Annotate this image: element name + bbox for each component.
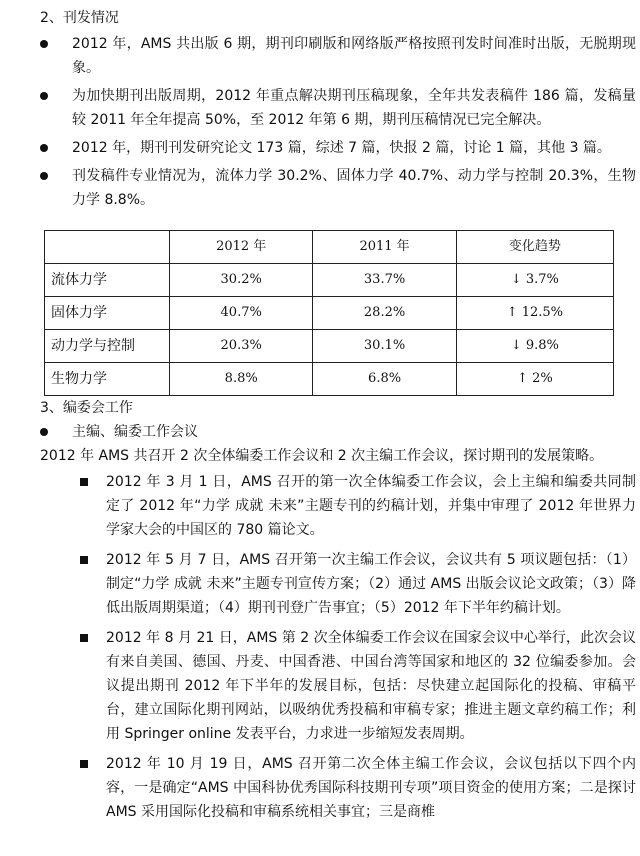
table-header-cell: 变化趋势 [456,231,613,264]
bullet-text: 刊发稿件专业情况为，流体力学 30.2%、固体力学 40.7%、动力学与控制 20.3%，生物力学 8.8%。 [72,168,636,208]
bullet-text: 2012 年，期刊刊发研究论文 173 篇，综述 7 篇，快报 2 篇，讨论 1 篇，其他 3 篇。 [72,140,611,156]
list-item [40,84,636,132]
bullet-dot-icon [40,144,48,152]
table-cell: ↑ 12.5% [456,297,613,330]
list-item [40,164,636,212]
table-cell: 28.2% [313,297,456,330]
table-header-row [45,231,614,264]
subheading-text: 主编、编委工作会议 [72,424,198,440]
table-cell-label: 流体力学 [45,264,170,297]
table-header-cell: 2012 年 [170,231,313,264]
section-2-heading: 2、刊发情况 [40,10,119,26]
list-item [40,136,636,160]
bullet-dot-icon [40,172,48,180]
square-bullet-icon [80,760,88,768]
bullet-dot-icon [40,40,48,48]
table-cell: 30.2% [170,264,313,297]
table-cell: ↑ 2% [456,363,613,396]
bullet-text: 2012 年，AMS 共出版 6 期，期刊印刷版和网络版严格按照刊发时间准时出版，无脱期现象。 [72,36,636,76]
table-cell: 40.7% [170,297,313,330]
table-row [45,297,614,330]
square-bullet-icon [80,556,88,564]
meeting-bullets [40,420,636,444]
table-cell: 6.8% [313,363,456,396]
item-text: 2012 年 8 月 21 日，AMS 第 2 次全体编委工作会议在国家会议中心举行，此次会议有来自美国、德国、丹麦、中国香港、中国台湾等国家和地区的 32 位编委参加。会议提出期刊 2012 年下半年的发展目标，包括：尽快建立起国际化的投稿、审稿平台，建立国际化期刊网站，以吸纳优秀投稿和审稿专家；推进主题文章约稿工作；利用 Springer online 发表平台，力求进一步缩短发表周期。 [106,630,636,742]
list-item [70,470,636,542]
item-text: 2012 年 5 月 7 日，AMS 召开第一次主编工作会议，会议共有 5 项议题包括：（1）制定“力学 成就 未来”主题专刊宣传方案；（2）通过 AMS 出版会议论文政策；（3）降低出版周期渠道；（4）期刊刊登广告事宜；（5）2012 年下半年约稿计划。 [106,552,636,616]
table-row [45,264,614,297]
item-text: 2012 年 10 月 19 日，AMS 召开第二次全体主编工作会议，会议包括以下四个内容，一是确定“AMS 中国科协优秀国际科技期刊专项”项目资金的使用方案；二是探讨 AMS 采用国际化投稿和审稿系统相关事宜；三是商椎 [106,756,636,820]
table-header-cell: 2011 年 [313,231,456,264]
table-cell: 33.7% [313,264,456,297]
list-item [70,548,636,620]
section-3-heading: 3、编委会工作 [40,400,133,416]
table-cell-label: 动力学与控制 [45,330,170,363]
square-bullet-icon [80,478,88,486]
list-item [70,626,636,746]
meetings-intro: 2012 年 AMS 共召开 2 次全体编委工作会议和 2 次主编工作会议，探讨期刊的发展策略。 [40,448,604,464]
list-item [40,420,636,444]
table-cell: ↓ 9.8% [456,330,613,363]
list-item [40,32,636,80]
table-cell: ↓ 3.7% [456,264,613,297]
specialty-comparison-table [44,230,614,396]
table-row [45,363,614,396]
table-cell: 20.3% [170,330,313,363]
list-item [70,752,636,824]
table-cell-label: 固体力学 [45,297,170,330]
bullet-dot-icon [40,428,48,436]
item-text: 2012 年 3 月 1 日，AMS 召开的第一次全体编委工作会议，会上主编和编委共同制定了 2012 年“力学 成就 未来”主题专刊的约稿计划，并集中审理了 2012 年世界力学家大会的中国区的 780 篇论文。 [106,474,636,538]
bullet-text: 为加快期刊出版周期，2012 年重点解决期刊压稿现象，全年共发表稿件 186 篇，发稿量较 2011 年全年提高 50%，至 2012 年第 6 期，期刊压稿情况已完全解决。 [72,88,636,128]
meeting-items [70,470,636,824]
square-bullet-icon [80,634,88,642]
table-cell: 8.8% [170,363,313,396]
table-cell-label: 生物力学 [45,363,170,396]
publication-bullets [40,32,636,212]
bullet-dot-icon [40,92,48,100]
table-row [45,330,614,363]
table-cell: 30.1% [313,330,456,363]
table-header-cell [45,231,170,264]
